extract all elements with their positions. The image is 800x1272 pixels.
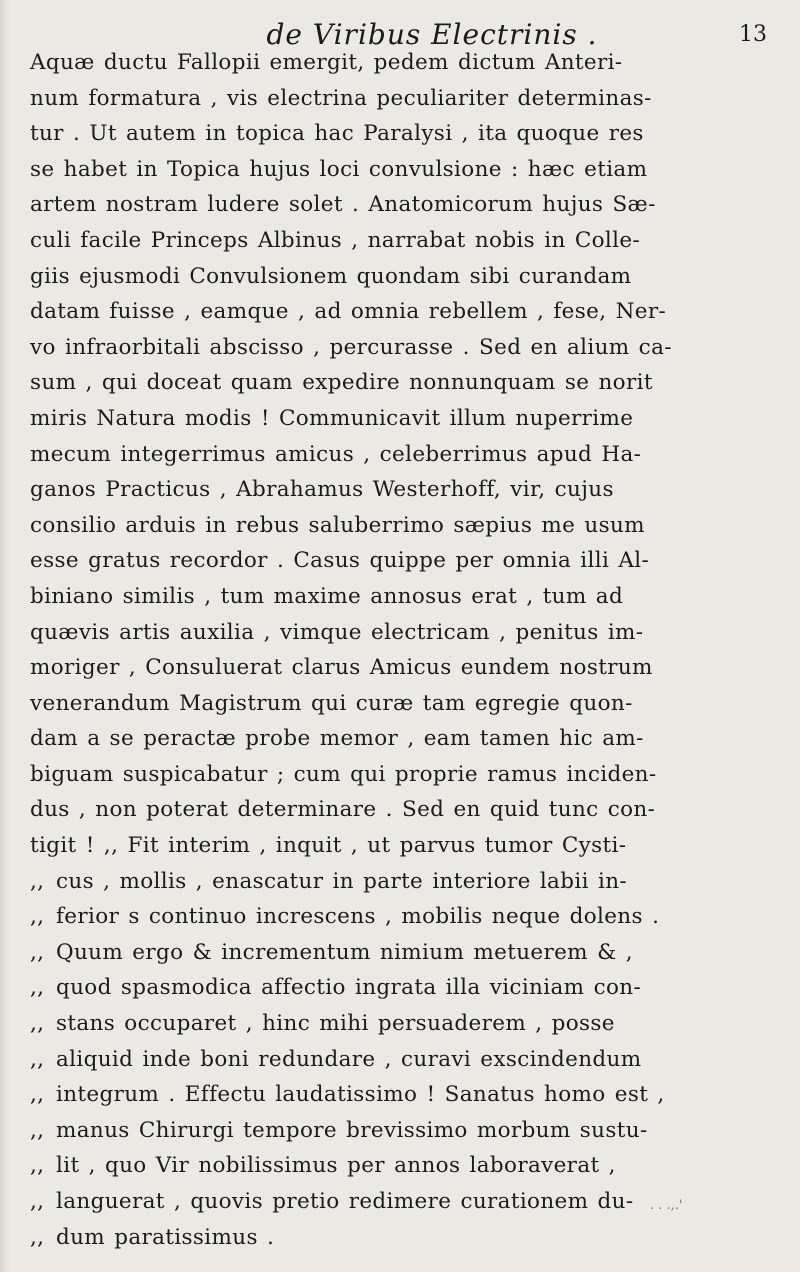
line-text: num formatura , vis electrina peculiariter determinas- xyxy=(30,85,652,111)
line-text: sum , qui doceat quam expedire nonnunquam se norit xyxy=(30,370,653,396)
text-line xyxy=(30,187,800,223)
text-line xyxy=(30,1077,800,1113)
line-quote-mark: ,, xyxy=(30,1224,45,1250)
text-line xyxy=(30,757,800,793)
text-line xyxy=(30,1006,800,1042)
line-text: datam fuisse , eamque , ad omnia rebellem , fese, Ner- xyxy=(30,299,667,325)
text-line xyxy=(30,330,800,366)
line-text: biniano similis , tum maxime annosus erat , tum ad xyxy=(30,583,624,609)
line-text: miris Natura modis ! Communicavit illum nuperrime xyxy=(30,405,634,431)
line-quote-mark: ,, xyxy=(30,1082,45,1108)
line-text: consilio arduis in rebus saluberrimo sæpius me usum xyxy=(30,512,645,538)
line-quote-mark: ,, xyxy=(30,1189,45,1214)
line-quote-mark: ,, xyxy=(30,1153,45,1179)
footer-faint-mark: . . .,.' xyxy=(650,1198,683,1213)
body-text xyxy=(30,45,800,1255)
line-text: cus , mollis , enascatur in parte interiore labii in- xyxy=(56,868,628,894)
text-line xyxy=(30,543,800,579)
line-text: culi facile Princeps Albinus , narrabat nobis in Colle- xyxy=(30,227,641,253)
line-text: aliquid inde boni redundare , curavi exscindendum xyxy=(56,1046,642,1072)
line-text: venerandum Magistrum qui curæ tam egregie quon- xyxy=(30,690,633,716)
text-line xyxy=(30,721,800,757)
line-text: tigit ! ,, Fit interim , inquit , ut parvus tumor Cysti- xyxy=(30,833,627,859)
text-line xyxy=(30,579,800,615)
line-text: ferior s continuo increscens , mobilis neque dolens . xyxy=(56,904,660,930)
line-text: artem nostram ludere solet . Anatomicorum hujus Sæ- xyxy=(30,192,656,218)
text-line xyxy=(30,259,800,295)
line-quote-mark: ,, xyxy=(30,1046,45,1072)
running-title: de Viribus Electrinis . xyxy=(266,18,598,51)
line-text: manus Chirurgi tempore brevissimo morbum sustu- xyxy=(56,1117,648,1143)
line-text: ganos Practicus , Abrahamus Westerhoff, vir, cujus xyxy=(30,477,614,503)
text-line xyxy=(30,1148,800,1184)
line-quote-mark: ,, xyxy=(30,1011,45,1037)
line-text: Aquæ ductu Fallopii emergit, pedem dictum Anteri- xyxy=(30,50,623,75)
page-number: 13 xyxy=(739,22,767,47)
line-quote-mark: ,, xyxy=(30,939,45,965)
line-quote-mark: ,, xyxy=(30,975,45,1001)
line-text: Quum ergo & incrementum nimium metuerem & , xyxy=(56,939,633,965)
text-line xyxy=(30,615,800,651)
line-text: mecum integerrimus amicus , celeberrimus apud Ha- xyxy=(30,441,642,467)
text-line xyxy=(30,1220,800,1256)
line-text: vo infraorbitali abscisso , percurasse . Sed en alium ca- xyxy=(30,334,672,360)
text-line xyxy=(30,401,800,437)
line-text: languerat , quovis pretio redimere curationem du- xyxy=(56,1189,634,1214)
text-line xyxy=(30,116,800,152)
text-line xyxy=(30,935,800,971)
line-text: quævis artis auxilia , vimque electricam , penitus im- xyxy=(30,619,644,645)
line-quote-mark: ,, xyxy=(30,1117,45,1143)
line-text: quod spasmodica affectio ingrata illa viciniam con- xyxy=(56,975,642,1001)
text-line xyxy=(30,970,800,1006)
line-text: lit , quo Vir nobilissimus per annos laboraverat , xyxy=(56,1153,616,1179)
line-text: stans occuparet , hinc mihi persuaderem , posse xyxy=(56,1011,615,1037)
text-line xyxy=(30,152,800,188)
line-text: tur . Ut autem in topica hac Paralysi , ita quoque res xyxy=(30,121,644,147)
line-text: esse gratus recordor . Casus quippe per omnia illi Al- xyxy=(30,548,650,574)
text-line xyxy=(30,686,800,722)
line-text: giis ejusmodi Convulsionem quondam sibi curandam xyxy=(30,263,632,289)
line-quote-mark: ,, xyxy=(30,904,45,930)
binding-gutter xyxy=(0,0,10,1272)
book-page xyxy=(12,0,792,1272)
text-line xyxy=(30,472,800,508)
text-line xyxy=(30,1113,800,1149)
text-line xyxy=(30,899,800,935)
text-line xyxy=(30,864,800,900)
line-quote-mark: ,, xyxy=(30,868,45,894)
line-text: biguam suspicabatur ; cum qui proprie ramus inciden- xyxy=(30,761,657,787)
text-line xyxy=(30,437,800,473)
text-line xyxy=(30,45,800,81)
text-line xyxy=(30,1042,800,1078)
text-line xyxy=(30,365,800,401)
text-line xyxy=(30,294,800,330)
line-text: dus , non poterat determinare . Sed en quid tunc con- xyxy=(30,797,656,823)
text-line xyxy=(30,792,800,828)
text-line xyxy=(30,650,800,686)
text-line xyxy=(30,1184,800,1220)
line-text: dam a se peractæ probe memor , eam tamen hic am- xyxy=(30,726,644,752)
line-text: se habet in Topica hujus loci convulsione : hæc etiam xyxy=(30,156,648,182)
text-line xyxy=(30,508,800,544)
line-text: moriger , Consuluerat clarus Amicus eundem nostrum xyxy=(30,655,653,681)
text-line xyxy=(30,223,800,259)
line-text: dum paratissimus . xyxy=(56,1224,275,1250)
text-line xyxy=(30,828,800,864)
line-text: integrum . Effectu laudatissimo ! Sanatus homo est , xyxy=(56,1082,665,1108)
text-line xyxy=(30,81,800,117)
